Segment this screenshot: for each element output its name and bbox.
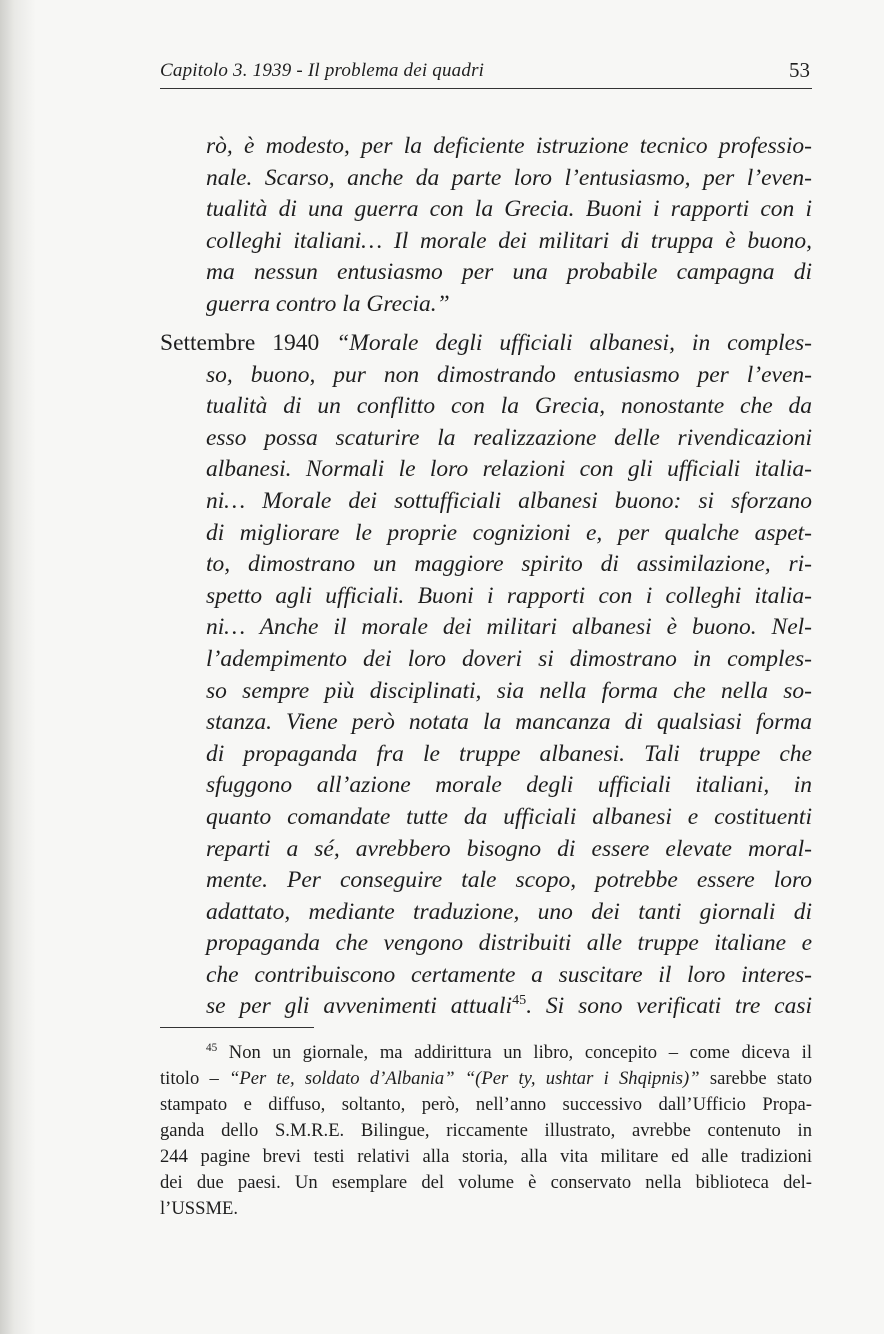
footnote-text: sarebbe stato [699,1068,812,1089]
footnote-line: dei due paesi. Un esemplare del volume è conservato nella biblioteca del- [160,1172,812,1193]
diary-entry [160,328,812,1023]
text-line: mente. Per conseguire tale scopo, potrebbe essere loro [206,867,812,894]
footnote-line: stampato e diffuso, soltanto, però, nell’anno successivo dall’Ufficio Propa- [160,1094,812,1115]
text-line: l’adempimento dei loro doveri si dimostrano in comples- [206,645,812,672]
text-line: quanto comandate tutte da ufficiali albanesi e costituenti [206,803,812,830]
book-title-albanian: “(Per ty, ushtar i Shqipnis)” [464,1068,700,1089]
text-line: propaganda che vengono distribuiti alle truppe italiane e [206,930,812,957]
text-line-with-footnote [206,991,812,1023]
text-line: albanesi. Normali le loro relazioni con gli ufficiali italia- [206,456,812,483]
text-line: di propaganda fra le truppe albanesi. Tali truppe che [206,740,812,767]
footnote-line [160,1066,812,1092]
text-line: so, buono, pur non dimostrando entusiasmo per l’even- [206,361,812,388]
text-line: che contribuiscono certamente a suscitare il loro interes- [206,961,812,988]
binding-shadow [0,0,36,1334]
footnote [160,1040,812,1222]
page-number: 53 [789,58,810,82]
text-line: so sempre più disciplinati, sia nella forma che nella so- [206,677,812,704]
text-line: ni… Anche il morale dei militari albanesi è buono. Nel- [206,614,812,641]
footnote-line: 244 pagine brevi testi relativi alla storia, alla vita militare ed alle tradizioni [160,1146,812,1167]
text-line: nale. Scarso, anche da parte loro l’entusiasmo, per l’even- [206,164,812,191]
text-line: spetto agli ufficiali. Buoni i rapporti con i colleghi italia- [206,582,812,609]
text-line: ma nessun entusiasmo per una probabile campagna di [206,259,812,286]
text-line: stanza. Viene però notata la mancanza di qualsiasi forma [206,709,812,736]
entry-first-line [160,328,812,360]
footnote-line: ganda dello S.M.R.E. Bilingue, riccamente illustrato, avrebbe contenuto in [160,1120,812,1141]
text-line: rò, è modesto, per la deficiente istruzione tecnico professio- [206,133,812,159]
text-fragment: se per gli avvenimenti attuali [206,993,513,1020]
footnote-line: l’USSME. [160,1198,239,1219]
text-line: tualità di una guerra con la Grecia. Buoni i rapporti con i [206,196,812,223]
text-line: colleghi italiani… Il morale dei militari di truppa è buono, [206,227,812,254]
entry-first-text: “Morale degli ufficiali albanesi, in comples- [336,330,813,356]
entry-date: Settembre 1940 [160,330,320,356]
book-title-italian: “Per te, soldato d’Albania” [229,1068,455,1089]
footnote-separator [160,1027,314,1028]
text-line: tualità di un conflitto con la Grecia, nonostante che da [206,393,812,420]
running-head: Capitolo 3. 1939 - Il problema dei quadri [160,60,485,81]
page-header [160,56,812,89]
text-line: esso possa scaturire la realizzazione delle rivendicazioni [206,424,812,451]
text-line: di migliorare le proprie cognizioni e, per qualche aspet- [206,519,812,546]
footnote-line [206,1040,812,1066]
text-line: adattato, mediante traduzione, uno dei tanti giornali di [206,898,812,925]
text-fragment: . Si sono verificati tre casi [526,993,813,1020]
text-line: guerra contro la Grecia.” [206,290,450,317]
footnote-text: titolo – [160,1068,230,1089]
text-line: reparti a sé, avrebbero bisogno di essere elevate moral- [206,835,812,862]
text-line: ni… Morale dei sottufficiali albanesi buono: si sforzano [206,487,812,514]
text-line: to, dimostrano un maggiore spirito di assimilazione, ri- [206,551,812,578]
footnote-text: Non un giornale, ma addirittura un libro, concepito – come diceva il [228,1042,812,1063]
quote-continuation [160,131,812,321]
text-line: sfuggono all’azione morale degli ufficiali italiani, in [206,772,812,799]
footnote-number: 45 [206,1041,218,1054]
footnote-reference[interactable]: 45 [512,992,527,1009]
